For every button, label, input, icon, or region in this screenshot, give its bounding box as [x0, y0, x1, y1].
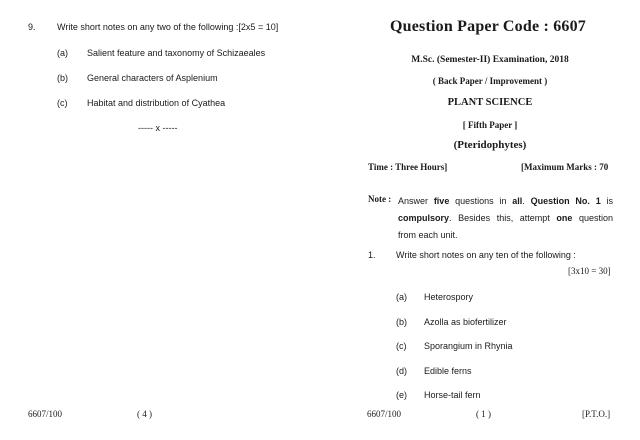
please-turn-over: [P.T.O.] — [582, 409, 611, 419]
question-9-item-label: (b) — [57, 73, 68, 83]
maximum-marks: [Maximum Marks : 70 — [521, 162, 609, 172]
question-1-item-text: Sporangium in Rhynia — [424, 341, 513, 351]
footer-page-number: ( 4 ) — [137, 409, 152, 419]
time-allowed: Time : Three Hours] — [368, 162, 448, 172]
subject-title: PLANT SCIENCE — [447, 97, 533, 108]
question-1-item-label: (c) — [396, 341, 407, 351]
question-1-item-label: (d) — [396, 366, 407, 376]
note-text: question from each unit. — [398, 213, 613, 240]
note-text-bold: compulsory — [398, 213, 450, 223]
question-1-item-label: (a) — [396, 292, 407, 302]
note-text: is — [600, 196, 613, 206]
note-instructions — [398, 193, 613, 244]
question-1-number: 1. — [368, 250, 376, 260]
question-9-item-text: Salient feature and taxonomy of Schizaeales — [87, 48, 266, 58]
question-1-item-text: Horse-tail fern — [424, 390, 481, 400]
note-text-bold: all — [512, 196, 523, 206]
question-1-item-text: Azolla as biofertilizer — [424, 317, 507, 327]
question-paper-code-title: Question Paper Code : 6607 — [390, 18, 587, 35]
footer-page-number: ( 1 ) — [476, 409, 491, 419]
note-text: questions in — [449, 196, 513, 206]
note-text: . — [522, 196, 531, 206]
footer-paper-code: 6607/100 — [28, 409, 63, 419]
question-1-item-label: (e) — [396, 390, 407, 400]
question-1-item-text: Heterospory — [424, 292, 474, 302]
note-text-bold: five — [433, 196, 450, 206]
question-9-item-label: (a) — [57, 48, 68, 58]
paper-number: [ Fifth Paper ] — [462, 120, 518, 130]
back-paper-label: ( Back Paper / Improvement ) — [432, 76, 548, 86]
question-9-item-text: Habitat and distribution of Cyathea — [87, 98, 226, 108]
exam-title: M.Sc. (Semester-II) Examination, 2018 — [411, 55, 569, 65]
note-text: Answer — [398, 196, 434, 206]
note-text: . Besides this, attempt — [449, 213, 557, 223]
question-1-text: Write short notes on any ten of the following : — [396, 250, 576, 260]
topic-title: (Pteridophytes) — [453, 139, 527, 151]
footer-paper-code: 6607/100 — [367, 409, 402, 419]
question-1-marks: [3x10 = 30] — [568, 266, 611, 276]
question-9-item-label: (c) — [57, 98, 68, 108]
note-text-bold: one — [556, 213, 573, 223]
end-marker: ----- x ----- — [138, 123, 178, 133]
question-1-item-label: (b) — [396, 317, 407, 327]
question-9-text: Write short notes on any two of the following :[2x5 = 10] — [57, 22, 279, 32]
note-label: Note : — [368, 194, 392, 204]
question-9-number: 9. — [28, 22, 36, 32]
note-text-bold: Question No. 1 — [530, 196, 601, 206]
question-1-item-text: Edible ferns — [424, 366, 472, 376]
question-9-item-text: General characters of Asplenium — [87, 73, 218, 83]
